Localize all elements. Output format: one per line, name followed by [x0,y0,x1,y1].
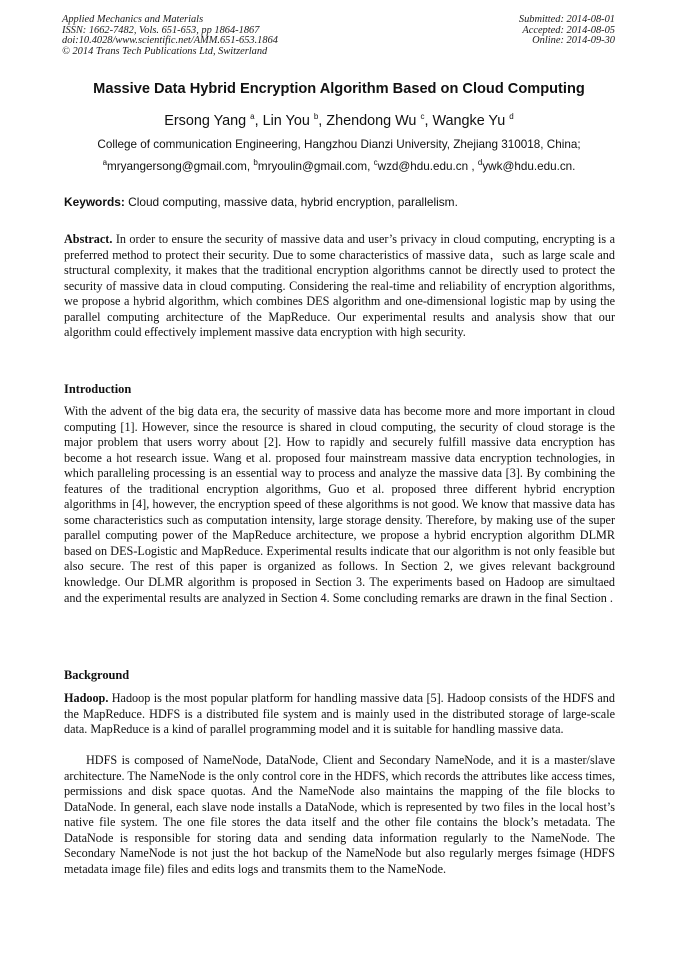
keywords [64,195,616,209]
hadoop-text: Hadoop is the most popular platform for handling massive data [5]. Hadoop consists of the HDFS and the MapReduce. HDFS is a distributed file system and is mainly used in the distributed storage of large-scale data. MapReduce is a kind of parallel programming model and it is suitable for handling massive data. [64,691,615,737]
email-separator: , [468,160,478,173]
author-name: Lin You [262,113,310,129]
journal-header-right [519,15,615,47]
abstract-text: In order to ensure the security of massive data and user’s privacy in cloud computing, encrypting is a preferred method to protect their security. Due to some characteristics of massive data，such as large scale and structural complexity, it makes that the traditional encryption algorithms cannot be directly used to protect the security of massive data in cloud computing. Considering the real-time and reliability of encryption algorithms, we propose a hybrid algorithm, which combines DES algorithm and one-dimensional logistic map by using the parallel computing architecture of the MapReduce. Our experimental results and analysis show that our algorithm could effectively implement massive data encryption with high security. [64,232,615,340]
email-address: mryangersong@gmail.com [107,160,247,173]
author-separator: , [318,113,327,129]
hadoop-label: Hadoop. [64,691,109,705]
section-heading-background: Background [64,668,130,682]
author-separator: , [424,113,433,129]
email-mark: d [477,158,483,168]
affiliation: College of communication Engineering, Hangzhou Dianzi University, Zhejiang 310018, China; [97,138,581,151]
author-affil-mark: b [313,112,319,122]
author-separator: , [254,113,263,129]
email-mark: c [373,158,378,168]
journal-name: Applied Mechanics and Materials [62,14,204,25]
section-heading-introduction: Introduction [64,382,132,396]
email-separator: , [367,160,374,173]
abstract [64,232,615,341]
keywords-label: Keywords: [64,195,125,209]
email-mark: a [102,158,108,168]
introduction-paragraph: With the advent of the big data era, the security of massive data has become more and more important in cloud computing [1]. However, since the resource is shared in cloud computing, the security of cloud storage is the major problem that users worry about [2]. How to rapidly and securely fulfill massive data encryption has become a hot research issue. Wang et al. proposed four mainstream massive data encryption technologies, in which paralleling processing is an essential way to process and analyze the massive data [3]. By combining the features of the traditional encryption algorithms, Guo et al. proposed three different hybrid encryption algorithms in [4], however, the encryption speed of these algorithms is not good. We know that massive data has some characteristics such as computation intensity, large storage density. Therefore, by making use of the super parallel computing power of the MapReduce architecture, we propose a hybrid encryption algorithm DLMR based on DES-Logistic and MapReduce. Experimental results indicate that our algorithm is not only feasible but also secure. The rest of this paper is organized as follows. In Section 2, we gives relevant background knowledge. Our DLMR algorithm is proposed in Section 3. The experiments based on Hadoop are simultaed and the experimental results are analyzed in Section 4. Some concluding remarks are drawn in the final Section . [64,404,615,605]
email-list [0,160,678,173]
email-address: wzd@hdu.edu.cn [377,160,469,173]
submitted-date: Submitted: 2014-08-01 [518,14,615,25]
email-address: mryoulin@gmail.com [257,160,368,173]
author-name: Zhendong Wu [326,113,417,129]
journal-doi: doi:10.4028/www.scientific.net/AMM.651-653.1864 [62,35,278,47]
author-name: Wangke Yu [432,113,506,129]
author-list [0,113,678,129]
online-date: Online: 2014-09-30 [532,35,615,47]
author-name: Ersong Yang [164,113,247,129]
author-affil-mark: c [420,112,425,122]
email-address: ywk@hdu.edu.cn. [482,160,576,173]
author-affil-mark: d [509,112,514,122]
abstract-label: Abstract. [64,232,113,246]
journal-header-left [62,15,278,57]
email-mark: b [253,158,258,168]
background-paragraph-hadoop [64,691,615,738]
keywords-text: Cloud computing, massive data, hybrid encryption, parallelism. [124,195,458,209]
background-paragraph-hdfs: HDFS is composed of NameNode, DataNode, Client and Secondary NameNode, and it is a master/slave architecture. The NameNode is the only control core in the HDFS, which records the attributes like access times, permissions and disk space quotas. And the NameNode also maintains the mapping of the file blocks to DataNode. In general, each slave node installs a DataNode, which is represented by two files in the local host’s native file system. The one file stores the data itself and the other file contains the block’s metadata. The DataNode is responsible for storing data and sending data information regularly to the NameNode. The Secondary NameNode is not just the hot backup of the NameNode but also regularly merges fsimage (HDFS metadata image file) files and edits logs and transmits them to the NameNode. [64,753,615,876]
author-affil-mark: a [250,112,255,122]
email-separator: , [246,160,254,173]
accepted-date: Accepted: 2014-08-05 [522,24,615,36]
journal-issn: ISSN: 1662-7482, Vols. 651-653, pp 1864-1867 [62,24,260,36]
paper-title: Massive Data Hybrid Encryption Algorithm Based on Cloud Computing [93,81,585,97]
journal-copyright: © 2014 Trans Tech Publications Ltd, Switzerland [62,45,268,57]
